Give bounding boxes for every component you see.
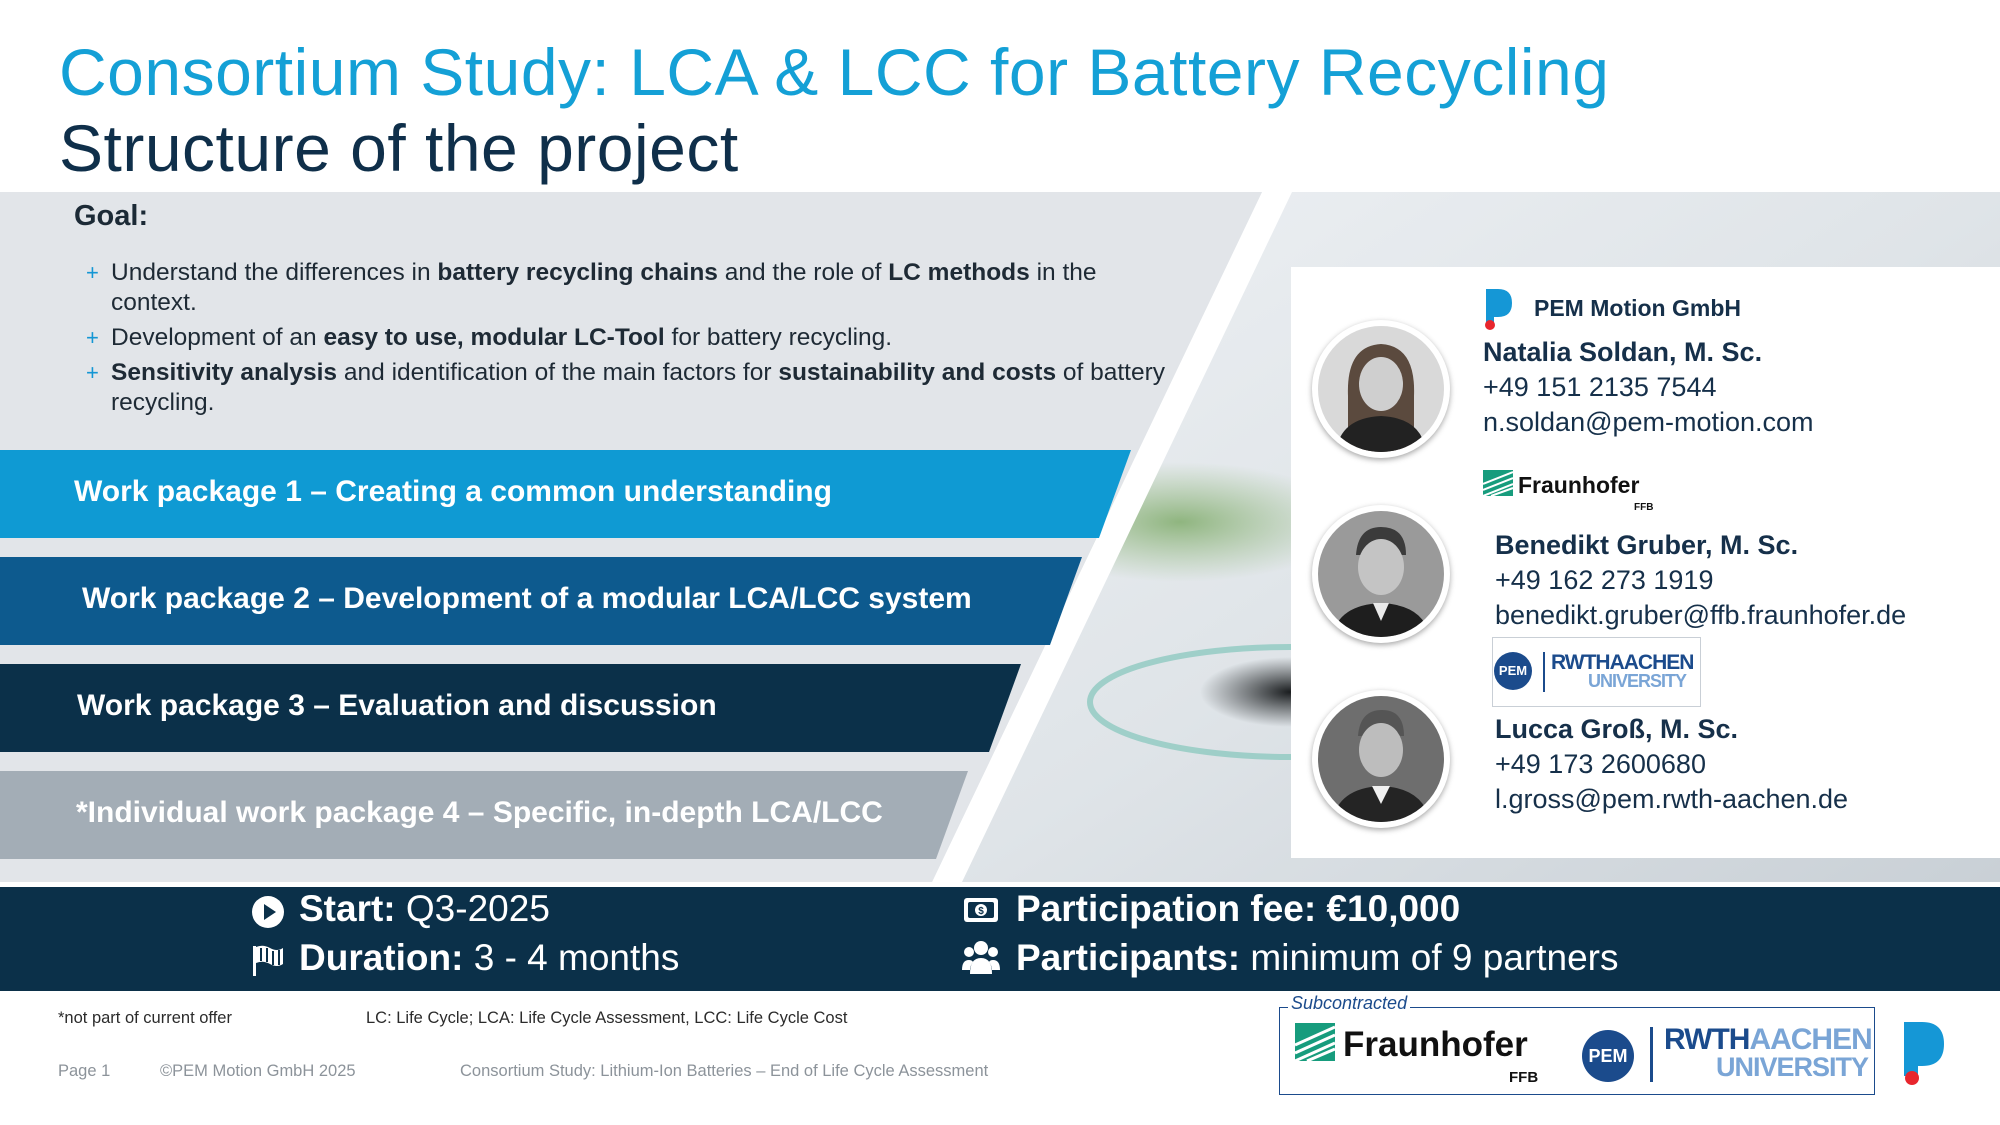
contact-email[interactable]: l.gross@pem.rwth-aachen.de xyxy=(1495,784,1849,814)
pem-logo-icon xyxy=(1900,1020,1948,1086)
goal-label: Goal: xyxy=(74,200,149,232)
goal-bullet: + Sensitivity analysis and identification of the main factors for sustainability and costs of battery recycling. xyxy=(86,359,1166,416)
fraunhofer-logo-sub: FFB xyxy=(1634,502,1654,513)
work-package-1: Work package 1 – Creating a common understanding xyxy=(74,475,832,508)
rwth-logo-text: RWTHAACHEN xyxy=(1551,651,1694,674)
contact-name: Benedikt Gruber, M. Sc. xyxy=(1495,530,1799,560)
copyright: ©PEM Motion GmbH 2025 xyxy=(160,1062,356,1080)
fee-info: Participation fee: €10,000 xyxy=(1016,888,1461,929)
subcontractor-rwth: RWTHAACHEN xyxy=(1664,1023,1872,1056)
goal-list xyxy=(86,258,1176,423)
footnote-not-part: *not part of current offer xyxy=(58,1009,232,1027)
play-icon xyxy=(251,895,285,929)
subcontracted-label: Subcontracted xyxy=(1288,993,1410,1014)
fraunhofer-logo-icon xyxy=(1483,470,1513,496)
contact-phone[interactable]: +49 173 2600680 xyxy=(1495,749,1706,779)
fraunhofer-logo-icon xyxy=(1295,1023,1335,1061)
work-package-4: *Individual work package 4 – Specific, in-depth LCA/LCC xyxy=(76,796,883,829)
subcontractor-fraunhofer-sub: FFB xyxy=(1509,1069,1539,1086)
subcontractor-rwth-sub: UNIVERSITY xyxy=(1716,1052,1869,1082)
page-title: Consortium Study: LCA & LCC for Battery Recycling xyxy=(59,35,1610,109)
participants-info: Participants: minimum of 9 partners xyxy=(1016,937,1619,978)
rwth-logo-sub: UNIVERSITY xyxy=(1588,671,1687,691)
contact-phone[interactable]: +49 151 2135 7544 xyxy=(1483,372,1717,402)
logo-divider xyxy=(1650,1027,1653,1082)
company-name: PEM Motion GmbH xyxy=(1534,295,1741,321)
contact-phone[interactable]: +49 162 273 1919 xyxy=(1495,565,1714,595)
avatar xyxy=(1312,320,1450,458)
pem-badge: PEM xyxy=(1494,652,1532,690)
users-icon xyxy=(962,940,1000,974)
duration-info: Duration: 3 - 4 months xyxy=(299,937,680,978)
start-info: Start: Q3-2025 xyxy=(299,888,550,929)
page-subtitle: Structure of the project xyxy=(59,111,739,185)
goal-bullet: + Understand the differences in battery recycling chains and the role of LC methods in the context. xyxy=(86,259,1097,316)
contact-name: Natalia Soldan, M. Sc. xyxy=(1483,337,1763,367)
svg-text:$: $ xyxy=(978,906,984,917)
goal-bullet: + Development of an easy to use, modular LC-Tool for battery recycling. xyxy=(86,324,893,351)
flag-icon xyxy=(251,944,285,976)
money-icon xyxy=(963,897,999,923)
pem-logo-icon xyxy=(1482,287,1516,331)
work-package-3: Work package 3 – Evaluation and discussion xyxy=(77,689,717,722)
avatar xyxy=(1312,505,1450,643)
pem-badge: PEM xyxy=(1582,1030,1634,1082)
subcontractor-fraunhofer: Fraunhofer xyxy=(1343,1025,1528,1064)
page-number: Page 1 xyxy=(58,1062,111,1080)
logo-divider xyxy=(1543,652,1545,692)
work-package-2: Work package 2 – Development of a modular LCA/LCC system xyxy=(82,582,972,615)
avatar xyxy=(1312,690,1450,828)
contact-name: Lucca Groß, M. Sc. xyxy=(1495,714,1739,744)
footer-doc-title: Consortium Study: Lithium-Ion Batteries – End of Life Cycle Assessment xyxy=(460,1062,989,1080)
fraunhofer-logo-text: Fraunhofer xyxy=(1518,472,1640,498)
footnote-abbreviations: LC: Life Cycle; LCA: Life Cycle Assessment, LCC: Life Cycle Cost xyxy=(366,1009,848,1027)
contact-email[interactable]: n.soldan@pem-motion.com xyxy=(1483,407,1814,437)
contact-email[interactable]: benedikt.gruber@ffb.fraunhofer.de xyxy=(1495,600,1907,630)
